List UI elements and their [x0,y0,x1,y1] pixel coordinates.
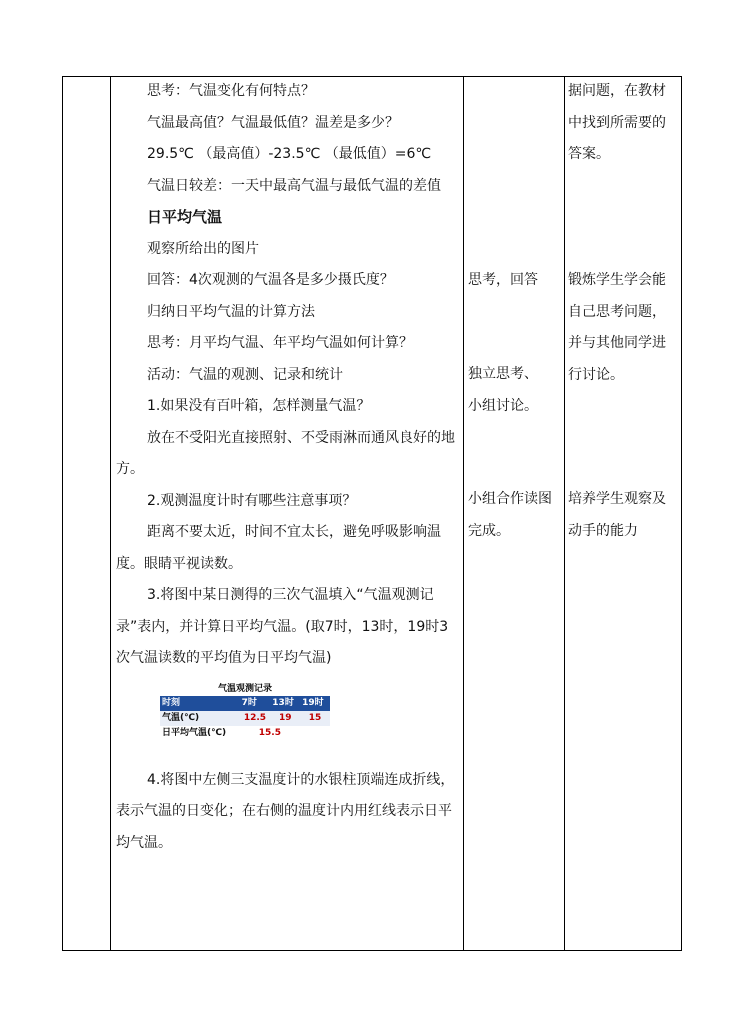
empty-cell [300,726,330,741]
temperature-record-figure [116,681,460,761]
temp-value-19: 15 [300,711,330,726]
table-row [160,726,330,741]
content-paragraph: 观察所给出的图片 [147,240,259,257]
temperature-record-title: 气温观测记录 [217,683,272,694]
content-paragraph: 回答：4次观测的气温各是多少摄氏度？ [147,272,394,288]
content-paragraph: 放在不受阳光直接照射、不受雨淋而通风良好的地方。 [116,429,455,477]
table-row [160,711,330,726]
table-border-col2 [463,76,464,951]
header-cell: 13时 [270,696,300,711]
table-header-row [160,696,330,711]
temp-value-7: 12.5 [240,711,271,726]
intent-text: 锻炼学生学会能自己思考问题，并与其他同学进行讨论。 [568,272,666,383]
temp-value-13: 19 [270,711,300,726]
content-paragraph: 气温最高值？气温最低值？温差是多少？ [147,114,399,131]
content-paragraph: 29.5℃ （最高值）-23.5℃ （最低值）=6℃ [147,146,432,162]
content-paragraph: 活动：气温的观测、记录和统计 [147,366,343,383]
intent-text: 培养学生观察及动手的能力 [568,491,666,539]
content-paragraph: 1.如果没有百叶箱，怎样测量气温？ [147,398,371,414]
header-cell: 7时 [240,696,271,711]
activity-text: 思考，回答 [468,272,538,288]
daily-average-value: 15.5 [258,728,281,738]
content-paragraph: 3.将图中某日测得的三次气温填入“气温观测记录”表内，并计算日平均气温。(取7时，13时，19时3次气温读数的平均值为日平均气温) [116,587,449,666]
content-paragraph: 气温日较差：一天中最高气温与最低气温的差值 [147,177,441,194]
activity-text: 独立思考、 [468,366,538,382]
student-activity-block [468,265,560,297]
design-intent-block [568,76,678,171]
design-intent-block [568,265,678,391]
intent-text: 据问题，在教材中找到所需要的答案。 [568,83,666,162]
content-paragraph: 思考：气温变化有何特点？ [147,83,315,99]
table-border-col3 [564,76,565,951]
table-bottom-border [62,950,681,951]
content-paragraph: 距离不要太近，时间不宜太长，避免呼吸影响温度。眼睛平视读数。 [116,524,441,572]
header-cell: 时刻 [160,696,240,711]
temperature-record-table [160,683,330,741]
table-border-right [681,76,682,951]
student-activity-block [468,484,560,547]
teaching-content-column [116,76,460,859]
content-paragraph: 2.观测温度计时有哪些注意事项？ [147,492,357,509]
section-heading: 日平均气温 [147,208,223,226]
table-border-col1 [110,76,111,951]
header-cell: 19时 [300,696,330,711]
activity-text: 小组合作读图完成。 [468,491,552,539]
table-border-left [62,76,63,951]
design-intent-block [568,484,678,547]
row-label: 日平均气温(℃) [162,728,227,738]
activity-text: 小组讨论。 [468,397,538,414]
content-paragraph: 思考：月平均气温、年平均气温如何计算？ [147,335,413,351]
row-label: 气温(℃) [160,711,240,726]
content-paragraph: 4.将图中左侧三支温度计的水银柱顶端连成折线，表示气温的日变化；在右侧的温度计内用红线表示日平均气温。 [116,771,455,851]
content-paragraph: 归纳日平均气温的计算方法 [147,303,315,320]
student-activity-block [468,359,560,422]
